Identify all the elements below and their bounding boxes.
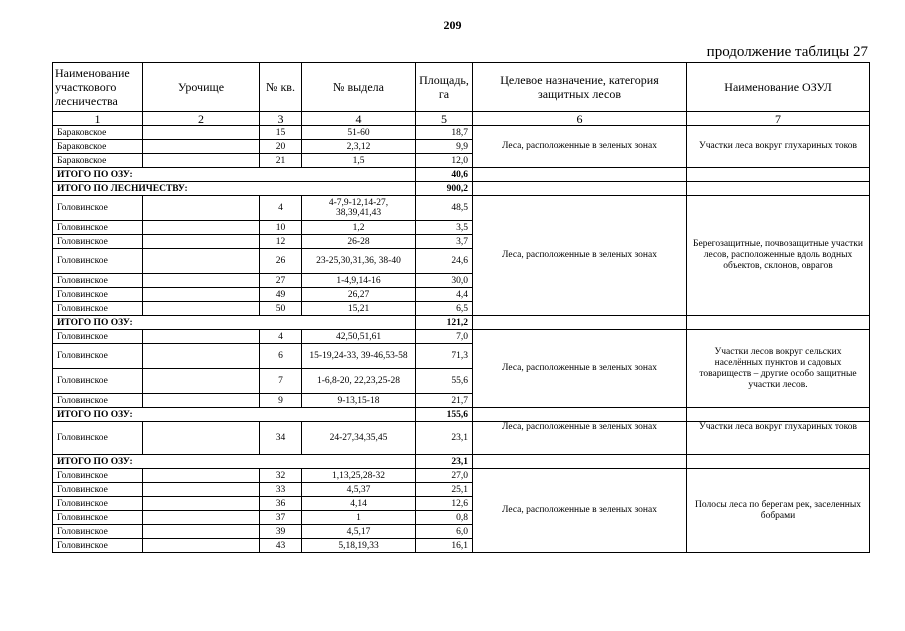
- allotment-cell: 1: [302, 511, 416, 525]
- table-row: [53, 126, 870, 140]
- quarter-cell: 33: [260, 483, 302, 497]
- allotment-cell: 26-28: [302, 235, 416, 249]
- total-area: 900,2: [416, 182, 473, 196]
- tract-cell: [143, 288, 260, 302]
- allotment-cell: 1,5: [302, 154, 416, 168]
- empty-cell: [473, 168, 687, 182]
- col-number: 2: [143, 112, 260, 126]
- purpose-cell: Леса, расположенные в зеленых зонах: [473, 422, 687, 455]
- ozul-cell: Берегозащитные, почвозащитные участки лесов, расположенные вдоль водных объектов, склонов, оврагов: [687, 196, 870, 316]
- allotment-cell: 24-27,34,35,45: [302, 422, 416, 455]
- quarter-cell: 21: [260, 154, 302, 168]
- total-row: [53, 408, 870, 422]
- area-cell: 6,5: [416, 302, 473, 316]
- total-label: ИТОГО ПО ОЗУ:: [53, 408, 416, 422]
- area-cell: 55,6: [416, 369, 473, 394]
- column-numbers-row: [53, 112, 870, 126]
- table-continuation-label: продолжение таблицы 27: [706, 44, 868, 60]
- area-cell: 16,1: [416, 539, 473, 553]
- tract-cell: [143, 497, 260, 511]
- allotment-cell: 26,27: [302, 288, 416, 302]
- forestry-cell: Бараковское: [53, 140, 143, 154]
- quarter-cell: 37: [260, 511, 302, 525]
- empty-cell: [687, 316, 870, 330]
- col-number: 7: [687, 112, 870, 126]
- header-purpose: Целевое назначение, категория защитных лесов: [473, 63, 687, 112]
- header-tract: Урочище: [143, 63, 260, 112]
- forestry-cell: Головинское: [53, 330, 143, 344]
- allotment-cell: 4-7,9-12,14-27, 38,39,41,43: [302, 196, 416, 221]
- quarter-cell: 34: [260, 422, 302, 455]
- allotment-cell: 5,18,19,33: [302, 539, 416, 553]
- allotment-cell: 1,2: [302, 221, 416, 235]
- ozul-cell: Участки леса вокруг глухариных токов: [687, 422, 870, 455]
- area-cell: 24,6: [416, 249, 473, 274]
- tract-cell: [143, 235, 260, 249]
- empty-cell: [687, 455, 870, 469]
- area-cell: 3,7: [416, 235, 473, 249]
- forestry-cell: Головинское: [53, 288, 143, 302]
- total-area: 23,1: [416, 455, 473, 469]
- col-number: 6: [473, 112, 687, 126]
- area-cell: 9,9: [416, 140, 473, 154]
- quarter-cell: 4: [260, 330, 302, 344]
- header-area: Площадь, га: [416, 63, 473, 112]
- quarter-cell: 4: [260, 196, 302, 221]
- quarter-cell: 39: [260, 525, 302, 539]
- tract-cell: [143, 196, 260, 221]
- quarter-cell: 7: [260, 369, 302, 394]
- table-row: [53, 469, 870, 483]
- quarter-cell: 15: [260, 126, 302, 140]
- area-cell: 12,0: [416, 154, 473, 168]
- forestry-cell: Головинское: [53, 221, 143, 235]
- quarter-cell: 27: [260, 274, 302, 288]
- allotment-cell: 51-60: [302, 126, 416, 140]
- allotment-cell: 4,14: [302, 497, 416, 511]
- empty-cell: [687, 182, 870, 196]
- area-cell: 0,8: [416, 511, 473, 525]
- tract-cell: [143, 302, 260, 316]
- allotment-cell: 9-13,15-18: [302, 394, 416, 408]
- tract-cell: [143, 274, 260, 288]
- tract-cell: [143, 126, 260, 140]
- area-cell: 71,3: [416, 344, 473, 369]
- forestry-cell: Головинское: [53, 369, 143, 394]
- forestry-cell: Головинское: [53, 483, 143, 497]
- forestry-cell: Головинское: [53, 394, 143, 408]
- forestry-cell: Головинское: [53, 539, 143, 553]
- tract-cell: [143, 539, 260, 553]
- empty-cell: [473, 455, 687, 469]
- total-row: [53, 168, 870, 182]
- empty-cell: [687, 408, 870, 422]
- forestry-cell: Головинское: [53, 422, 143, 455]
- quarter-cell: 6: [260, 344, 302, 369]
- total-label: ИТОГО ПО ОЗУ:: [53, 455, 416, 469]
- col-number: 4: [302, 112, 416, 126]
- tract-cell: [143, 140, 260, 154]
- allotment-cell: 4,5,37: [302, 483, 416, 497]
- area-cell: 30,0: [416, 274, 473, 288]
- forestry-cell: Головинское: [53, 344, 143, 369]
- ozul-cell: Участки леса вокруг глухариных токов: [687, 126, 870, 168]
- area-cell: 18,7: [416, 126, 473, 140]
- purpose-cell: Леса, расположенные в зеленых зонах: [473, 469, 687, 553]
- allotment-cell: 1,13,25,28-32: [302, 469, 416, 483]
- tract-cell: [143, 525, 260, 539]
- area-cell: 3,5: [416, 221, 473, 235]
- forestry-cell: Головинское: [53, 497, 143, 511]
- page-number: 209: [443, 18, 462, 32]
- total-row: [53, 455, 870, 469]
- allotment-cell: 4,5,17: [302, 525, 416, 539]
- table-row: [53, 330, 870, 344]
- total-row: [53, 182, 870, 196]
- area-cell: 25,1: [416, 483, 473, 497]
- quarter-cell: 20: [260, 140, 302, 154]
- empty-cell: [473, 316, 687, 330]
- quarter-cell: 26: [260, 249, 302, 274]
- quarter-cell: 12: [260, 235, 302, 249]
- forestry-cell: Бараковское: [53, 154, 143, 168]
- table-row: [53, 422, 870, 455]
- forestry-cell: Головинское: [53, 469, 143, 483]
- header-quarter: № кв.: [260, 63, 302, 112]
- col-number: 1: [53, 112, 143, 126]
- protective-forests-table: [52, 62, 870, 553]
- header-row: [53, 63, 870, 112]
- allotment-cell: 42,50,51,61: [302, 330, 416, 344]
- area-cell: 12,6: [416, 497, 473, 511]
- tract-cell: [143, 221, 260, 235]
- allotment-cell: 2,3,12: [302, 140, 416, 154]
- allotment-cell: 15-19,24-33, 39-46,53-58: [302, 344, 416, 369]
- col-number: 5: [416, 112, 473, 126]
- quarter-cell: 43: [260, 539, 302, 553]
- quarter-cell: 32: [260, 469, 302, 483]
- area-cell: 6,0: [416, 525, 473, 539]
- quarter-cell: 49: [260, 288, 302, 302]
- tract-cell: [143, 154, 260, 168]
- forestry-cell: Головинское: [53, 249, 143, 274]
- tract-cell: [143, 249, 260, 274]
- tract-cell: [143, 422, 260, 455]
- total-row: [53, 316, 870, 330]
- allotment-cell: 15,21: [302, 302, 416, 316]
- quarter-cell: 50: [260, 302, 302, 316]
- allotment-cell: 1-4,9,14-16: [302, 274, 416, 288]
- ozul-cell: Участки лесов вокруг сельских населённых пунктов и садовых товариществ – другие особо защитные участки лесов.: [687, 330, 870, 408]
- table-row: [53, 196, 870, 221]
- forestry-cell: Головинское: [53, 525, 143, 539]
- forestry-cell: Головинское: [53, 511, 143, 525]
- col-number: 3: [260, 112, 302, 126]
- area-cell: 7,0: [416, 330, 473, 344]
- area-cell: 21,7: [416, 394, 473, 408]
- total-label: ИТОГО ПО ОЗУ:: [53, 168, 416, 182]
- area-cell: 48,5: [416, 196, 473, 221]
- allotment-cell: 23-25,30,31,36, 38-40: [302, 249, 416, 274]
- empty-cell: [687, 168, 870, 182]
- tract-cell: [143, 469, 260, 483]
- purpose-cell: Леса, расположенные в зеленых зонах: [473, 126, 687, 168]
- forestry-cell: Бараковское: [53, 126, 143, 140]
- tract-cell: [143, 394, 260, 408]
- header-ozul: Наименование ОЗУЛ: [687, 63, 870, 112]
- area-cell: 27,0: [416, 469, 473, 483]
- empty-cell: [473, 182, 687, 196]
- area-cell: 4,4: [416, 288, 473, 302]
- forestry-cell: Головинское: [53, 302, 143, 316]
- forestry-cell: Головинское: [53, 274, 143, 288]
- tract-cell: [143, 330, 260, 344]
- purpose-cell: Леса, расположенные в зеленых зонах: [473, 330, 687, 408]
- allotment-cell: 1-6,8-20, 22,23,25-28: [302, 369, 416, 394]
- total-area: 40,6: [416, 168, 473, 182]
- quarter-cell: 9: [260, 394, 302, 408]
- empty-cell: [473, 408, 687, 422]
- total-label: ИТОГО ПО ОЗУ:: [53, 316, 416, 330]
- ozul-cell: Полосы леса по берегам рек, заселенных бобрами: [687, 469, 870, 553]
- quarter-cell: 36: [260, 497, 302, 511]
- header-forestry: Наименование участкового лесничества: [53, 63, 143, 112]
- tract-cell: [143, 511, 260, 525]
- total-label: ИТОГО ПО ЛЕСНИЧЕСТВУ:: [53, 182, 416, 196]
- tract-cell: [143, 344, 260, 369]
- tract-cell: [143, 369, 260, 394]
- purpose-cell: Леса, расположенные в зеленых зонах: [473, 196, 687, 316]
- tract-cell: [143, 483, 260, 497]
- quarter-cell: 10: [260, 221, 302, 235]
- forestry-cell: Головинское: [53, 235, 143, 249]
- total-area: 155,6: [416, 408, 473, 422]
- area-cell: 23,1: [416, 422, 473, 455]
- total-area: 121,2: [416, 316, 473, 330]
- header-allotment: № выдела: [302, 63, 416, 112]
- forestry-cell: Головинское: [53, 196, 143, 221]
